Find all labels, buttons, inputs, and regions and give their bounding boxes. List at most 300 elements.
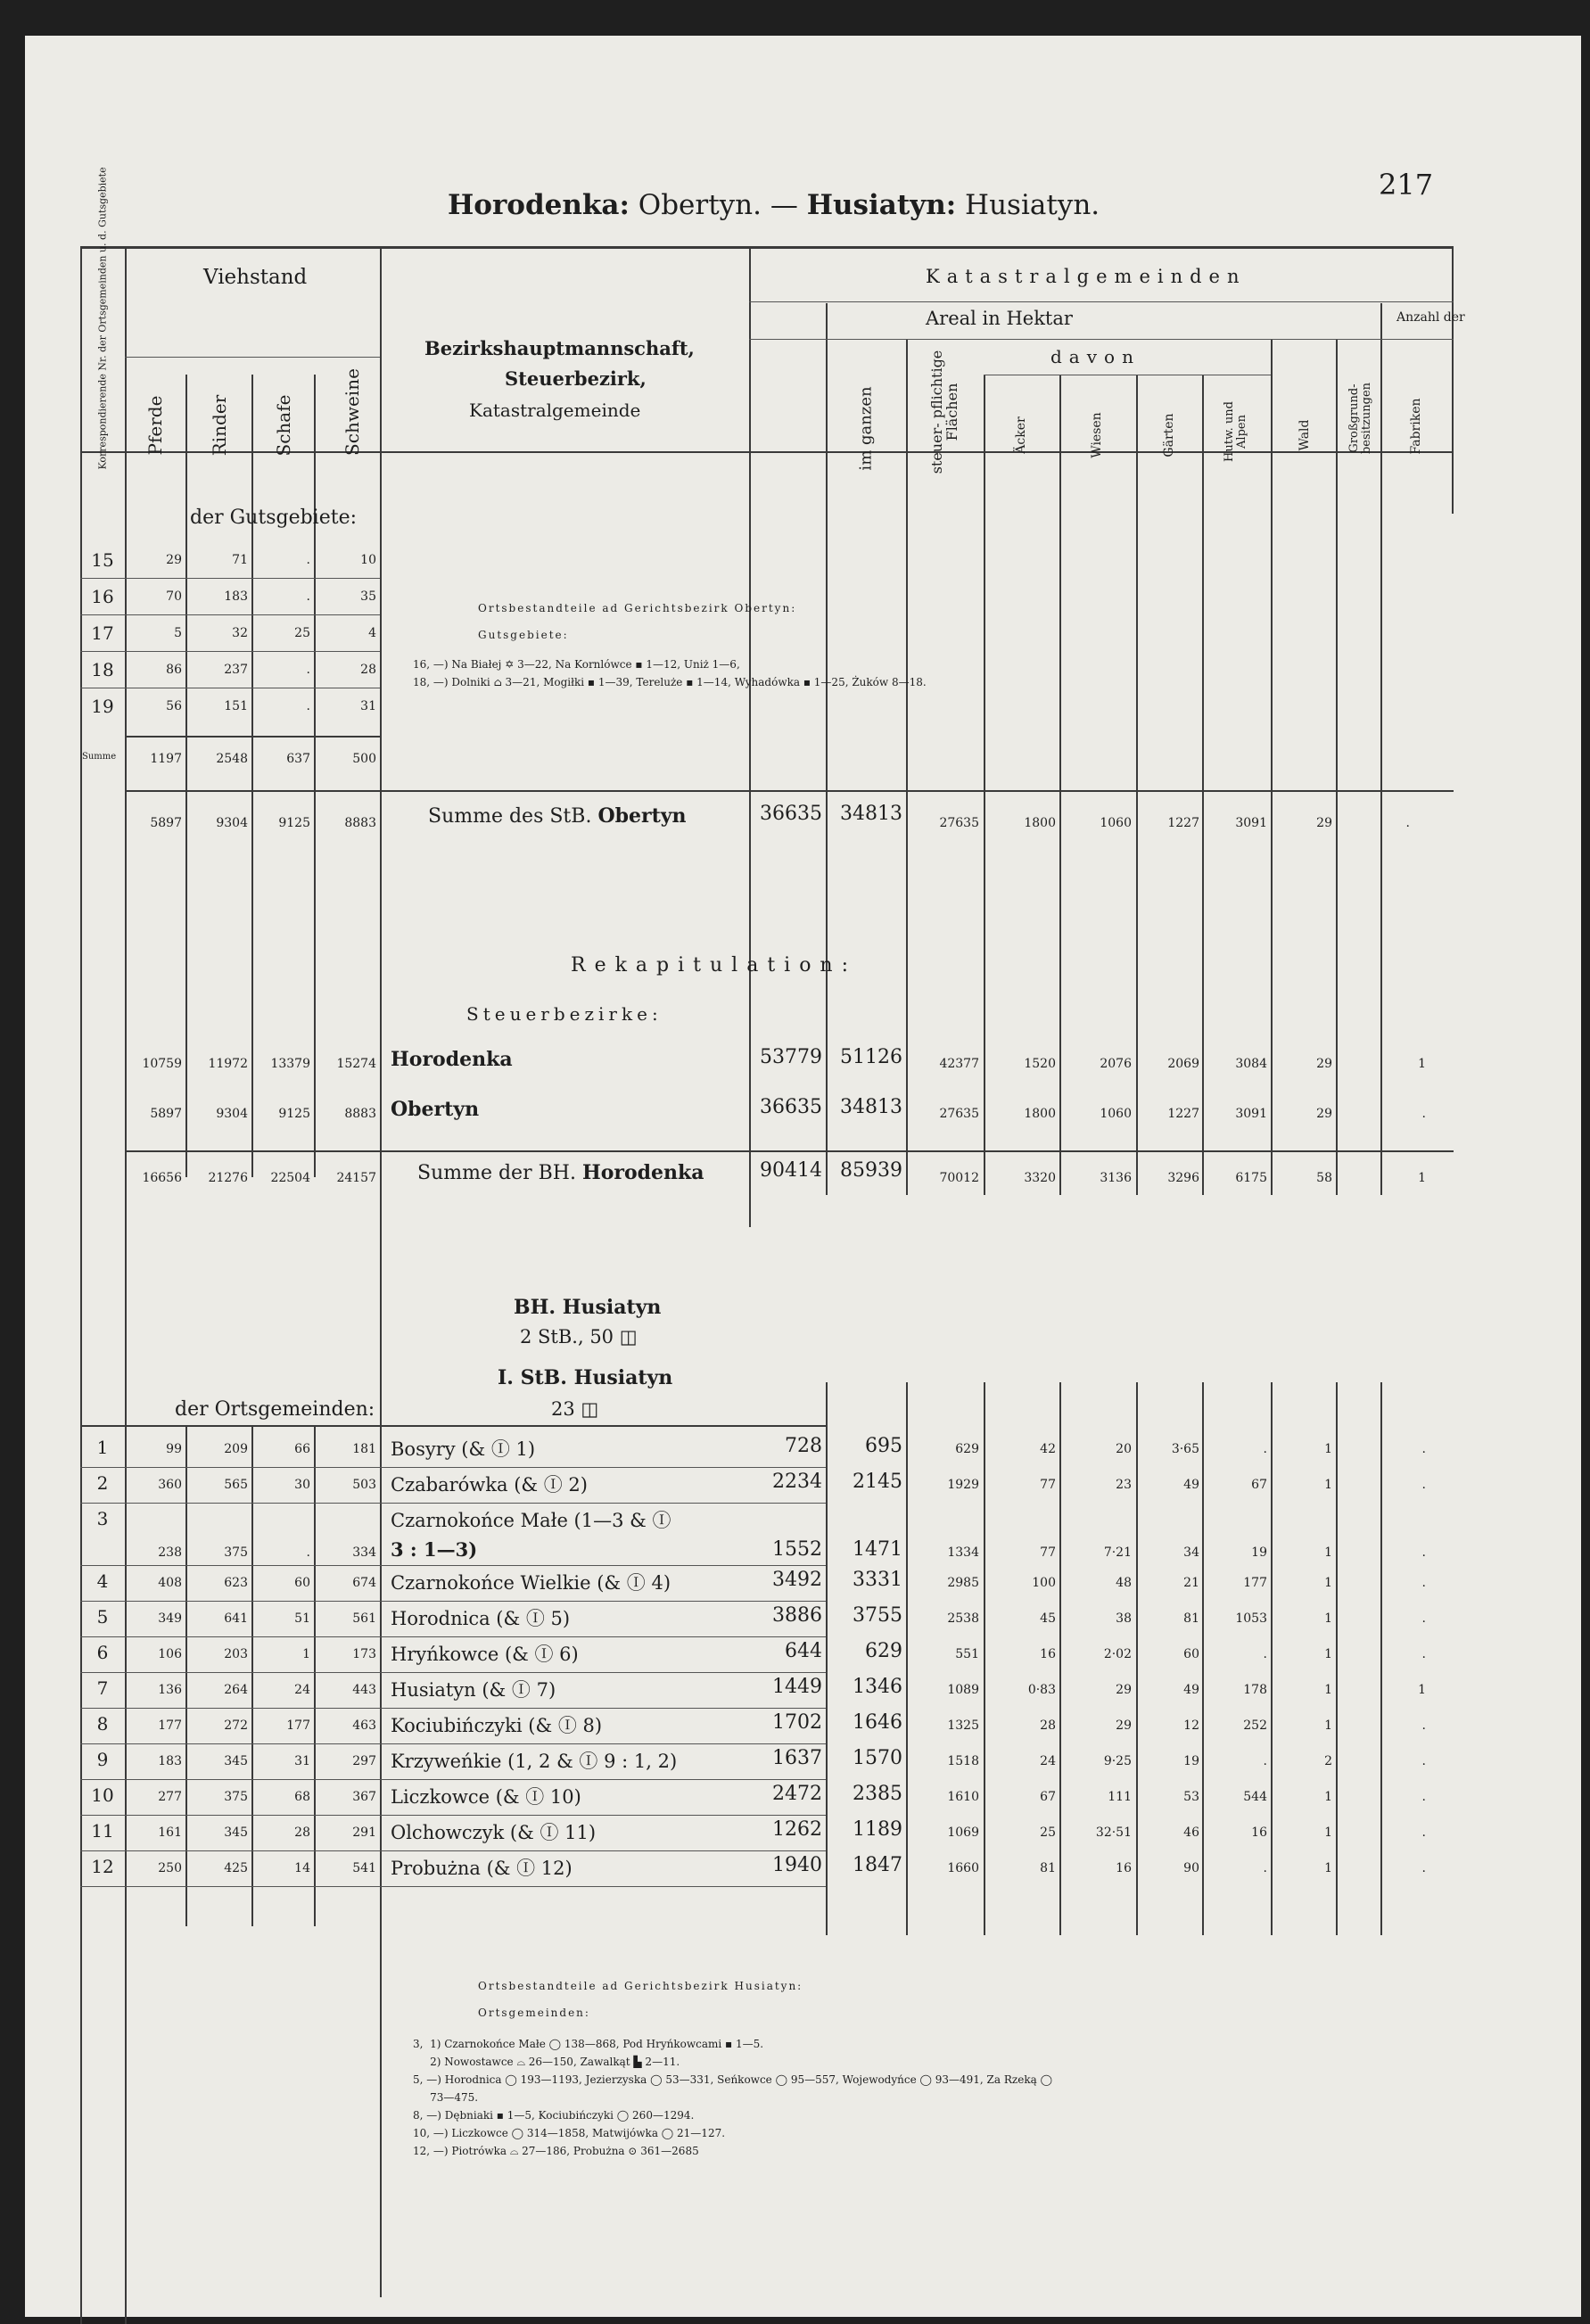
row-rule [80, 1886, 826, 1887]
cell-aecker: 1069 [947, 1825, 979, 1840]
cell-steuer: 1346 [853, 1676, 902, 1698]
cell-pferde: 177 [158, 1718, 182, 1733]
cell-wiesen: 81 [1040, 1861, 1056, 1875]
cell-pferde: 136 [158, 1683, 182, 1697]
cell-pferde: 250 [158, 1861, 182, 1875]
cell-rinder: 9304 [216, 1107, 248, 1121]
row-rule [80, 1708, 826, 1709]
cell-ganzen: 728 [785, 1435, 822, 1457]
header-fabriken: Fabriken [1409, 398, 1423, 455]
cell-pferde: 86 [166, 663, 182, 677]
rekap-summe-wald: 6175 [1235, 1171, 1267, 1185]
cell-aecker: 1518 [947, 1754, 979, 1768]
row-rule [80, 651, 380, 652]
cell-fabr: . [1421, 1825, 1426, 1840]
gg-summe-rinder: 2548 [216, 752, 248, 766]
header-schweine: Schweine [342, 368, 363, 456]
cell-schafe: . [306, 553, 310, 567]
row-rule [80, 1503, 826, 1504]
cell-gaerten: 16 [1116, 1861, 1132, 1875]
cell-wiesen: 77 [1040, 1545, 1056, 1560]
vline-bh [749, 246, 751, 1227]
ortsgemeinde-name: Horodnica (& Ⓘ 5) [391, 1608, 571, 1629]
cell-wald: 67 [1251, 1478, 1267, 1492]
cell-fabr: . [1421, 1442, 1426, 1456]
cell-pferde: 10759 [142, 1057, 182, 1071]
obertyn-hutw: 1227 [1167, 816, 1199, 830]
cell-schafe: 28 [294, 1825, 310, 1840]
cell-pferde: 106 [158, 1647, 182, 1661]
row-rule [80, 1779, 826, 1780]
cell-gross: 1 [1324, 1825, 1332, 1840]
header-viehstand: Viehstand [203, 266, 308, 289]
cell-steuer: 1189 [853, 1818, 902, 1841]
ortsgemeinde-name: Hryńkowce (& Ⓘ 6) [391, 1644, 579, 1665]
cell-ganzen: 1637 [772, 1747, 822, 1769]
header-anzahl: Anzahl der [1396, 310, 1465, 325]
cell-rinder: 345 [224, 1825, 248, 1840]
cell-schafe: . [306, 663, 310, 677]
rekap-name: Horodenka [391, 1048, 513, 1071]
header-wald: Wald [1298, 419, 1312, 451]
cell-fabr: . [1421, 1754, 1426, 1768]
cell-steuer: 2145 [853, 1471, 902, 1493]
cell-gaerten: 1060 [1100, 1107, 1132, 1121]
obertyn-fabr: . [1405, 816, 1410, 830]
obertyn-rinder: 9304 [216, 816, 248, 830]
row-number: 4 [96, 1570, 109, 1592]
hus-note-line: 73—475. [413, 2091, 479, 2104]
cell-gaerten: 29 [1116, 1718, 1132, 1733]
cell-wald: 544 [1243, 1790, 1267, 1804]
cell-ganzen: 2472 [772, 1783, 822, 1805]
cell-wald: 3084 [1235, 1057, 1267, 1071]
header-grossgrund: Großgrund- besitzungen [1347, 382, 1373, 455]
cell-schafe: 51 [294, 1611, 310, 1626]
cell-rinder: 203 [224, 1647, 248, 1661]
cell-rinder: 272 [224, 1718, 248, 1733]
cell-gross: 1 [1324, 1576, 1332, 1590]
husiatyn-bh-title: BH. Husiatyn [514, 1296, 662, 1319]
title-part3: Husiatyn: [806, 189, 957, 221]
cell-schafe: 177 [286, 1718, 310, 1733]
cell-wiesen: 1520 [1024, 1057, 1056, 1071]
obertyn-aecker: 27635 [939, 816, 979, 830]
vline-aecker-lower [984, 1382, 985, 1935]
rekap-summe-ganzen: 90414 [760, 1159, 822, 1182]
gutsgebiete-summe-label: Summe [82, 752, 117, 762]
title-part4: Husiatyn. [965, 189, 1100, 221]
ortsgemeinde-name: Czabarówka (& Ⓘ 2) [391, 1474, 588, 1496]
cell-hutw: 49 [1183, 1683, 1199, 1697]
obertyn-steuer: 34813 [840, 803, 902, 825]
header-pferde: Pferde [144, 395, 166, 456]
cell-schweine: 297 [352, 1754, 376, 1768]
cell-pferde: 277 [158, 1790, 182, 1804]
husiatyn-stb-title: I. StB. Husiatyn [498, 1366, 673, 1389]
cell-wiesen: 45 [1040, 1611, 1056, 1626]
row-number: 2 [96, 1472, 109, 1494]
obertyn-label-bold: Obertyn [597, 804, 687, 828]
title-dash: — [770, 189, 798, 221]
cell-steuer: 34813 [840, 1096, 902, 1118]
cell-gaerten: 7·21 [1103, 1545, 1132, 1560]
vline-pferde [185, 375, 187, 1177]
row-rule [80, 1815, 826, 1816]
hus-notes-sub: Ortsgemeinden: [478, 2007, 590, 2019]
cell-gross: 1 [1324, 1545, 1332, 1560]
cell-steuer: 695 [865, 1435, 902, 1457]
cell-steuer: 1646 [853, 1711, 902, 1734]
cell-rinder: 183 [224, 589, 248, 604]
header-wiesen: Wiesen [1090, 412, 1104, 458]
row-rule [80, 1601, 826, 1602]
cell-ganzen: 1552 [772, 1538, 822, 1561]
cell-schweine: 503 [352, 1478, 376, 1492]
cell-wiesen: 42 [1040, 1442, 1056, 1456]
row-rule [80, 1743, 826, 1744]
cell-hutw: 81 [1183, 1611, 1199, 1626]
cell-rinder: 32 [232, 626, 248, 640]
cell-ganzen: 1449 [772, 1676, 822, 1698]
cell-schweine: 443 [352, 1683, 376, 1697]
cell-ganzen: 36635 [760, 1096, 822, 1118]
rekap-summe-aecker: 70012 [939, 1171, 979, 1185]
row-rule [80, 1565, 826, 1566]
row-number: 8 [96, 1713, 109, 1735]
obertyn-wald: 3091 [1235, 816, 1267, 830]
cell-aecker: 1334 [947, 1545, 979, 1560]
kg-rule [749, 301, 1454, 302]
vline-schafe-lower [314, 1427, 316, 1926]
cell-fabr: . [1421, 1107, 1426, 1121]
header-bh-line3: Katastralgemeinde [469, 400, 641, 421]
rekap-summe-hutw: 3296 [1167, 1171, 1199, 1185]
obertyn-gross: 29 [1316, 816, 1332, 830]
cell-wald: 177 [1243, 1576, 1267, 1590]
gg-notes-title: Ortsbestandteile ad Gerichtsbezirk Obertyn: [478, 602, 797, 614]
cell-wald: . [1263, 1647, 1267, 1661]
hus-note-line: 8, —) Dębniaki ▪ 1—5, Kociubińczyki ◯ 260—1294. [413, 2109, 695, 2122]
husiatyn-bh-sub: 2 StB., 50 ◫ [520, 1326, 638, 1347]
areal-rule [749, 339, 1454, 340]
cell-wiesen: 25 [1040, 1825, 1056, 1840]
cell-hutw: 53 [1183, 1790, 1199, 1804]
row-number: 3 [96, 1508, 109, 1529]
obertyn-gaerten: 1060 [1100, 816, 1132, 830]
cell-ganzen: 2234 [772, 1471, 822, 1493]
rekap-summe-schafe: 22504 [270, 1171, 310, 1185]
cell-wald: 16 [1251, 1825, 1267, 1840]
cell-gaerten: 38 [1116, 1611, 1132, 1626]
row-number: 16 [91, 586, 114, 607]
cell-steuer: 1847 [853, 1854, 902, 1876]
cell-gaerten: 20 [1116, 1442, 1132, 1456]
gg-summe-schafe: 637 [286, 752, 310, 766]
cell-aecker: 1089 [947, 1683, 979, 1697]
cell-wiesen: 16 [1040, 1647, 1056, 1661]
rekap-summe-pferde: 16656 [142, 1171, 182, 1185]
cell-schafe: 31 [294, 1754, 310, 1768]
cell-ganzen: 1940 [772, 1854, 822, 1876]
cell-gaerten: 2076 [1100, 1057, 1132, 1071]
cell-hutw: 46 [1183, 1825, 1199, 1840]
cell-rinder: 641 [224, 1611, 248, 1626]
table-top-rule [80, 246, 1454, 249]
cell-wald: 1053 [1235, 1611, 1267, 1626]
cell-schafe: 13379 [270, 1057, 310, 1071]
cell-schweine: 173 [352, 1647, 376, 1661]
rekap-summe-schweine: 24157 [336, 1171, 376, 1185]
row-rule [80, 578, 380, 579]
row-number: 1 [96, 1437, 109, 1458]
gutsgebiete-sum-rule [125, 736, 380, 738]
rekap-name: Obertyn [391, 1098, 480, 1121]
page-title [448, 189, 1100, 221]
cell-wald: 3091 [1235, 1107, 1267, 1121]
cell-gaerten: 48 [1116, 1576, 1132, 1590]
husiatyn-stb-sub: 23 ◫ [551, 1398, 599, 1420]
cell-pferde: 29 [166, 553, 182, 567]
title-part2: Obertyn. [638, 189, 762, 221]
cell-aecker: 629 [955, 1442, 979, 1456]
header-areal: Areal in Hektar [926, 308, 1073, 329]
cell-fabr: . [1421, 1718, 1426, 1733]
vline-schafe [314, 375, 316, 1177]
cell-schafe: . [306, 699, 310, 713]
cell-gaerten: 32·51 [1095, 1825, 1132, 1840]
header-gaerten: Gärten [1162, 413, 1176, 457]
header-schafe: Schafe [273, 394, 294, 457]
header-steuerpfl: steuer- pflichtige Flächen [928, 350, 960, 474]
cell-schweine: 541 [352, 1861, 376, 1875]
cell-schafe: 25 [294, 626, 310, 640]
cell-aecker: 42377 [939, 1057, 979, 1071]
cell-schafe: . [306, 589, 310, 604]
obertyn-wiesen: 1800 [1024, 816, 1056, 830]
cell-gross: 1 [1324, 1442, 1332, 1456]
cell-schafe: 14 [294, 1861, 310, 1875]
cell-hutw: 12 [1183, 1718, 1199, 1733]
cell-aecker: 2985 [947, 1576, 979, 1590]
cell-hutw: 1227 [1167, 1107, 1199, 1121]
cell-schafe: 9125 [278, 1107, 310, 1121]
cell-rinder: 151 [224, 699, 248, 713]
rekap-title: Rekapitulation: [571, 954, 858, 977]
cell-pferde: 183 [158, 1754, 182, 1768]
vline-gross-lower [1336, 1382, 1338, 1935]
cell-schweine: 31 [360, 699, 376, 713]
rekap-summe-steuer: 85939 [840, 1159, 902, 1182]
cell-rinder: 11972 [208, 1057, 248, 1071]
cell-hutw: 21 [1183, 1576, 1199, 1590]
cell-wald: . [1263, 1754, 1267, 1768]
cell-schafe: 30 [294, 1478, 310, 1492]
cell-hutw: 2069 [1167, 1057, 1199, 1071]
vline-aecker [984, 375, 985, 1195]
viehstand-rule [125, 357, 380, 358]
cell-wald: . [1263, 1861, 1267, 1875]
cell-fabr: . [1421, 1611, 1426, 1626]
hus-note-line: 10, —) Liczkowce ◯ 314—1858, Matwijówka ◯ 21—127. [413, 2127, 726, 2139]
cell-schafe: 1 [302, 1647, 310, 1661]
cell-pferde: 5897 [150, 1107, 182, 1121]
row-rule [80, 614, 380, 615]
cell-rinder: 237 [224, 663, 248, 677]
cell-rinder: 565 [224, 1478, 248, 1492]
cell-schafe: 24 [294, 1683, 310, 1697]
cell-fabr: . [1421, 1647, 1426, 1661]
rekap-sum-rule [125, 1150, 1454, 1152]
header-hutw: Hutw. und Alpen [1223, 401, 1248, 462]
ortsgemeinde-name: Czarnokońce Wielkie (& Ⓘ 4) [391, 1572, 671, 1594]
obertyn-label-prefix: Summe des StB. [428, 805, 592, 828]
cell-steuer: 1570 [853, 1747, 902, 1769]
gg-summe-pferde: 1197 [150, 752, 182, 766]
cell-ganzen: 3492 [772, 1569, 822, 1591]
obertyn-label [428, 804, 687, 828]
vline-fabr [1380, 303, 1382, 1195]
cell-ganzen: 1262 [772, 1818, 822, 1841]
row-number: 11 [91, 1820, 114, 1842]
cell-aecker: 551 [955, 1647, 979, 1661]
vline-vieh [380, 246, 382, 2297]
header-bh-line1: Bezirkshauptmannschaft, [424, 337, 695, 359]
header-bh-line2: Steuerbezirk, [505, 367, 647, 390]
husiatyn-rule [80, 1425, 826, 1427]
obertyn-sum-rule [125, 790, 1454, 792]
cell-steuer: 51126 [840, 1046, 902, 1068]
title-part1: Horodenka: [448, 189, 630, 221]
cell-hutw: 3·65 [1171, 1442, 1199, 1456]
cell-aecker: 1610 [947, 1790, 979, 1804]
cell-gaerten: 2·02 [1103, 1647, 1132, 1661]
cell-steuer: 3755 [853, 1604, 902, 1627]
rekap-summe-gross: 58 [1316, 1171, 1332, 1185]
cell-schweine: 15274 [336, 1057, 376, 1071]
cell-gross: 29 [1316, 1057, 1332, 1071]
cell-pferde: 99 [166, 1442, 182, 1456]
gg-notes-line2: 18, —) Dolniki ⌂ 3—21, Mogiłki ▪ 1—39, Tereluże ▪ 1—14, Wyhadówka ▪ 1—25, Żuków 8—18. [413, 676, 927, 688]
gutsgebiete-label: der Gutsgebiete: [190, 507, 357, 529]
vline-gaerten-lower [1136, 1382, 1138, 1935]
vline-rinder [251, 375, 253, 1177]
vline-wiesen-lower [1059, 1382, 1061, 1935]
cell-schweine: 28 [360, 663, 376, 677]
rekap-summe-fabr: 1 [1418, 1171, 1426, 1185]
rekap-summe-prefix: Summe der BH. [417, 1162, 576, 1184]
vline-gaerten [1136, 375, 1138, 1195]
row-number: 12 [91, 1856, 114, 1877]
cell-wald: 178 [1243, 1683, 1267, 1697]
row-rule [80, 1672, 826, 1673]
cell-schweine: 463 [352, 1718, 376, 1733]
cell-schafe: 60 [294, 1576, 310, 1590]
cell-gross: 1 [1324, 1790, 1332, 1804]
row-number: 19 [91, 696, 114, 717]
cell-ganzen: 53779 [760, 1046, 822, 1068]
cell-rinder: 623 [224, 1576, 248, 1590]
cell-schweine: 674 [352, 1576, 376, 1590]
cell-aecker: 2538 [947, 1611, 979, 1626]
cell-rinder: 264 [224, 1683, 248, 1697]
cell-pferde: 408 [158, 1576, 182, 1590]
cell-schweine: 4 [368, 626, 376, 640]
cell-fabr: . [1421, 1790, 1426, 1804]
cell-wiesen: 28 [1040, 1718, 1056, 1733]
cell-gaerten: 29 [1116, 1683, 1132, 1697]
cell-fabr: . [1421, 1545, 1426, 1560]
vline-wald [1271, 339, 1273, 1195]
cell-schweine: 181 [352, 1442, 376, 1456]
cell-hutw: 34 [1183, 1545, 1199, 1560]
cell-rinder: 375 [224, 1790, 248, 1804]
cell-aecker: 1325 [947, 1718, 979, 1733]
cell-fabr: . [1421, 1576, 1426, 1590]
gg-notes-line1: 16, —) Na Białej ✡ 3—22, Na Kornlówce ▪ 1—12, Uniż 1—6, [413, 658, 740, 671]
obertyn-ganzen: 36635 [760, 803, 822, 825]
ortsgemeinde-name: Kociubińczyki (& Ⓘ 8) [391, 1715, 603, 1736]
cell-aecker: 1660 [947, 1861, 979, 1875]
ortsgemeinde-name: Krzyweńkie (1, 2 & Ⓘ 9 : 1, 2) [391, 1751, 678, 1772]
cell-wiesen: 77 [1040, 1478, 1056, 1492]
vline-fabr-lower [1380, 1382, 1382, 1935]
cell-gaerten: 111 [1108, 1790, 1132, 1804]
cell-gross: 1 [1324, 1718, 1332, 1733]
cell-wald: . [1263, 1442, 1267, 1456]
hus-note-line: 2) Nowostawce ⌓ 26—150, Zawalkąt ▙ 2—11. [413, 2056, 680, 2068]
cell-gross: 1 [1324, 1647, 1332, 1661]
ortsgemeinde-name: Probużna (& Ⓘ 12) [391, 1858, 573, 1879]
row-number: 9 [96, 1749, 109, 1770]
cell-wiesen: 1800 [1024, 1107, 1056, 1121]
cell-schweine: 10 [360, 553, 376, 567]
cell-schweine: 561 [352, 1611, 376, 1626]
cell-gross: 1 [1324, 1478, 1332, 1492]
cell-schweine: 334 [352, 1545, 376, 1560]
husiatyn-ort-label: der Ortsgemeinden: [175, 1398, 375, 1421]
row-number: 18 [91, 659, 114, 680]
cell-ganzen: 644 [785, 1640, 822, 1662]
cell-schweine: 35 [360, 589, 376, 604]
rekap-sub: Steuerbezirke: [466, 1003, 663, 1025]
cell-schweine: 8883 [344, 1107, 376, 1121]
ortsgemeinde-name: Bosyry (& Ⓘ 1) [391, 1438, 536, 1460]
vline-right [1452, 246, 1454, 514]
hus-note-line: 12, —) Piotrówka ⌓ 27—186, Probużna ⊙ 361—2685 [413, 2145, 699, 2157]
cell-fabr: . [1421, 1478, 1426, 1492]
header-rinder: Rinder [209, 394, 230, 457]
obertyn-schafe: 9125 [278, 816, 310, 830]
cell-pferde: 56 [166, 699, 182, 713]
cell-schafe: 68 [294, 1790, 310, 1804]
row-number: 7 [96, 1677, 109, 1699]
cell-gross: 1 [1324, 1683, 1332, 1697]
hus-notes-title: Ortsbestandteile ad Gerichtsbezirk Husiatyn: [478, 1980, 803, 1992]
row-number: 17 [91, 622, 114, 644]
cell-schafe: 66 [294, 1442, 310, 1456]
rekap-summe-rinder: 21276 [208, 1171, 248, 1185]
cell-fabr: 1 [1418, 1683, 1426, 1697]
cell-pferde: 5 [174, 626, 182, 640]
row-number: 5 [96, 1606, 109, 1628]
header-korr: Korrespondierende Nr. der Ortsgemeinden u. d. Gutsgebiete [96, 167, 109, 470]
header-katastral: Katastralgemeinden [926, 266, 1247, 287]
rekap-summe-wiesen: 3320 [1024, 1171, 1056, 1185]
vline-rinder-lower [251, 1427, 253, 1926]
cell-rinder: 71 [232, 553, 248, 567]
cell-hutw: 49 [1183, 1478, 1199, 1492]
